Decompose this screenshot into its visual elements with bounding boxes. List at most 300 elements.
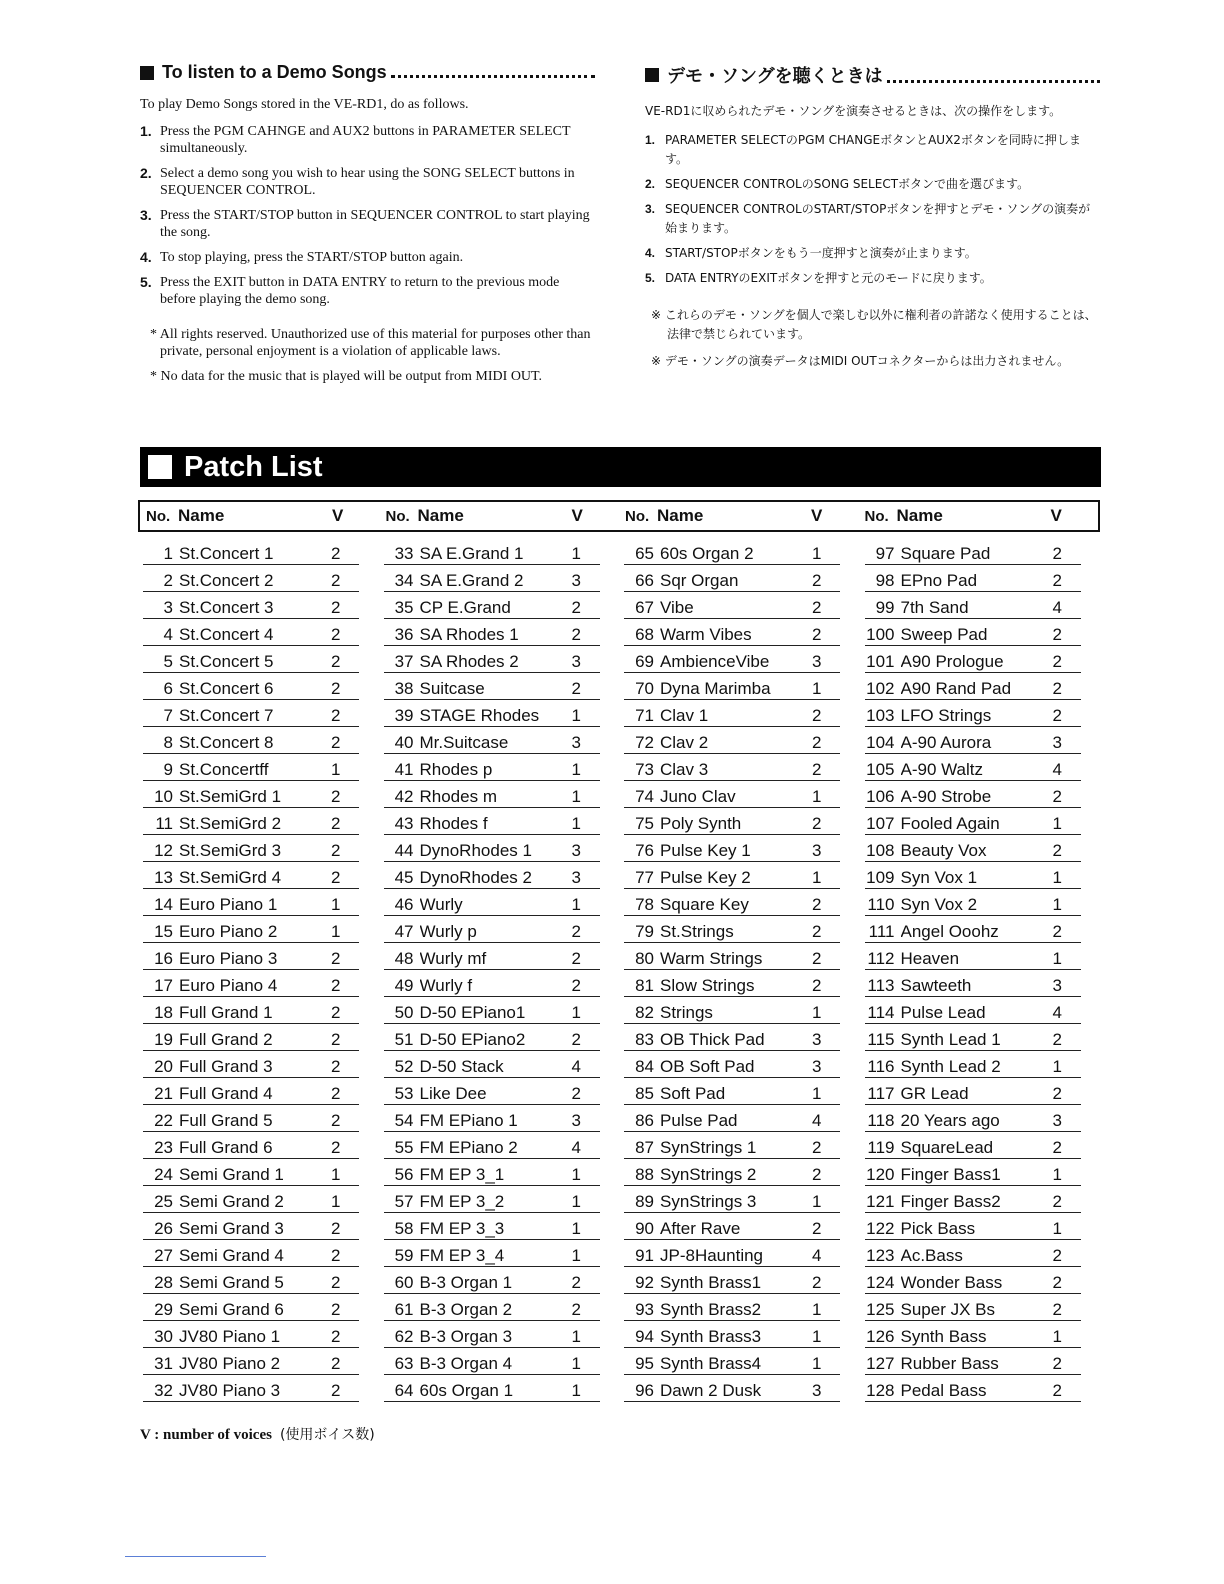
patch-row <box>865 1215 1101 1242</box>
patch-name: St.Concert 3 <box>179 598 274 617</box>
patch-voices: 3 <box>1052 1111 1062 1130</box>
patch-voices: 2 <box>571 625 581 644</box>
patch-row <box>384 918 620 945</box>
patch-number: 46 <box>394 895 414 914</box>
patch-voices: 3 <box>571 1111 581 1130</box>
patch-list-banner <box>140 447 1101 487</box>
patch-number: 67 <box>635 598 654 617</box>
patch-name: St.Concert 5 <box>179 652 274 671</box>
patch-number: 11 <box>155 814 173 833</box>
banner-square-icon <box>148 455 172 479</box>
patch-name: Juno Clav <box>660 787 736 806</box>
patch-number: 96 <box>635 1381 654 1400</box>
patch-voices: 1 <box>571 1327 581 1346</box>
patch-row <box>384 1107 620 1134</box>
patch-name: Square Key <box>660 895 749 914</box>
patch-row <box>865 540 1101 567</box>
patch-voices: 1 <box>1052 1165 1062 1184</box>
patch-voices: 2 <box>331 598 341 617</box>
patch-column <box>619 540 860 1404</box>
patch-row <box>143 648 379 675</box>
patch-voices: 1 <box>331 922 341 941</box>
patch-row <box>865 1134 1101 1161</box>
patch-voices: 2 <box>331 1111 341 1130</box>
patch-row <box>865 1350 1101 1377</box>
patch-voices: 2 <box>571 976 581 995</box>
patch-number: 74 <box>635 787 654 806</box>
patch-row <box>865 756 1101 783</box>
patch-number: 87 <box>635 1138 654 1157</box>
patch-voices: 1 <box>571 1192 581 1211</box>
patch-name: A-90 Aurora <box>900 733 992 752</box>
patch-name: Clav 3 <box>660 760 709 779</box>
patch-number: 100 <box>866 625 895 644</box>
patch-row <box>143 1377 379 1404</box>
patch-voices: 2 <box>331 1381 341 1400</box>
patch-row <box>624 1377 860 1404</box>
patch-voices: 2 <box>812 1165 822 1184</box>
patch-name: FM EP 3_2 <box>419 1192 505 1211</box>
step-item: 4. To stop playing, press the START/STOP button again. <box>140 249 464 265</box>
header-no: No. <box>625 507 650 525</box>
patch-name: Semi Grand 6 <box>179 1300 284 1319</box>
patch-row <box>865 999 1101 1026</box>
patch-name: Angel Ooohz <box>900 922 999 941</box>
patch-voices: 3 <box>812 652 822 671</box>
patch-row <box>624 837 860 864</box>
patch-number: 54 <box>394 1111 414 1130</box>
patch-row <box>384 1080 620 1107</box>
patch-voices: 2 <box>331 868 341 887</box>
patch-number: 31 <box>154 1354 173 1373</box>
patch-row <box>143 1323 379 1350</box>
patch-voices: 2 <box>571 922 581 941</box>
patch-row <box>384 783 620 810</box>
patch-name: Synth Lead 1 <box>900 1030 1001 1049</box>
patch-name: Syn Vox 1 <box>900 868 978 887</box>
patch-number: 111 <box>868 922 895 941</box>
patch-row <box>624 1053 860 1080</box>
header-v: V <box>332 506 344 525</box>
patch-number: 105 <box>866 760 895 779</box>
patch-row <box>384 567 620 594</box>
header-name: Name <box>657 506 704 525</box>
patch-name: Sawteeth <box>900 976 972 995</box>
patch-name: Strings <box>660 1003 713 1022</box>
patch-voices: 2 <box>1052 922 1062 941</box>
patch-row <box>624 756 860 783</box>
patch-row <box>865 702 1101 729</box>
demo-intro-jp: VE-RD1に収められたデモ・ソングを演奏させるときは、次の操作をします。 <box>645 104 1062 118</box>
patch-name: Rhodes f <box>419 814 488 833</box>
patch-row <box>143 918 379 945</box>
patch-name: St.Concert 8 <box>179 733 274 752</box>
patch-name: Super JX Bs <box>900 1300 995 1319</box>
patch-row <box>384 1161 620 1188</box>
patch-row <box>384 1242 620 1269</box>
patch-name: Mr.Suitcase <box>419 733 509 752</box>
step-item: 1. PARAMETER SELECTのPGM CHANGEボタンとAUX2ボタンを同時に押します。 <box>645 133 1081 166</box>
demo-heading-en: To listen to a Demo Songs <box>140 62 595 83</box>
patch-voices: 4 <box>1052 760 1062 779</box>
header-no: No. <box>146 507 171 525</box>
patch-name: Warm Strings <box>660 949 763 968</box>
demo-notes-jp <box>645 306 1100 371</box>
patch-voices: 3 <box>812 841 822 860</box>
patch-name: D-50 EPiano2 <box>419 1030 526 1049</box>
patch-voices: 2 <box>1052 1300 1062 1319</box>
patch-voices: 2 <box>1052 1273 1062 1292</box>
patch-number: 63 <box>394 1354 414 1373</box>
patch-voices: 1 <box>1052 1327 1062 1346</box>
patch-name: FM EPiano 1 <box>419 1111 518 1130</box>
patch-number: 112 <box>867 949 895 968</box>
patch-name: Vibe <box>660 598 694 617</box>
patch-row <box>384 756 620 783</box>
patch-row <box>624 1296 860 1323</box>
patch-row <box>143 864 379 891</box>
patch-voices: 2 <box>331 706 341 725</box>
patch-voices: 2 <box>331 679 341 698</box>
patch-number: 22 <box>154 1111 173 1130</box>
patch-name: SA Rhodes 1 <box>419 625 519 644</box>
patch-voices: 2 <box>331 814 341 833</box>
patch-row <box>384 1350 620 1377</box>
patch-number: 5 <box>163 652 173 671</box>
patch-number: 55 <box>394 1138 414 1157</box>
heading-square-icon <box>645 68 659 82</box>
patch-number: 89 <box>635 1192 654 1211</box>
patch-name: SA E.Grand 1 <box>419 544 524 563</box>
patch-row <box>384 648 620 675</box>
patch-row <box>143 837 379 864</box>
patch-number: 48 <box>394 949 414 968</box>
patch-number: 123 <box>866 1246 895 1265</box>
note-text: ※ これらのデモ・ソングを個人で楽しむ以外に権利者の許諾なく使用することは、法律で禁じられています。 <box>651 308 1097 341</box>
patch-row <box>143 945 379 972</box>
patch-number: 127 <box>866 1354 895 1373</box>
patch-name: B-3 Organ 1 <box>419 1273 513 1292</box>
step-item: 5. Press the EXIT button in DATA ENTRY to return to the previous mode before playing the demo song. <box>140 274 560 307</box>
patch-name: Fooled Again <box>900 814 1000 833</box>
patch-voices: 2 <box>571 598 581 617</box>
patch-voices: 2 <box>331 652 341 671</box>
patch-name: OB Thick Pad <box>660 1030 765 1049</box>
patch-voices: 4 <box>1052 1003 1062 1022</box>
patch-name: B-3 Organ 3 <box>419 1327 513 1346</box>
patch-name: CP E.Grand <box>419 598 511 617</box>
patch-name: Soft Pad <box>660 1084 726 1103</box>
patch-row <box>384 1296 620 1323</box>
patch-name: Synth Bass <box>900 1327 987 1346</box>
patch-voices: 3 <box>571 868 581 887</box>
patch-number: 57 <box>394 1192 414 1211</box>
patch-row <box>143 1134 379 1161</box>
header-v: V <box>811 506 823 525</box>
patch-number: 8 <box>163 733 173 752</box>
patch-voices: 1 <box>812 787 822 806</box>
patch-voices: 4 <box>812 1246 822 1265</box>
patch-name: Wonder Bass <box>900 1273 1003 1292</box>
patch-name: B-3 Organ 4 <box>419 1354 513 1373</box>
patch-row <box>865 783 1101 810</box>
patch-number: 78 <box>635 895 654 914</box>
patch-row <box>865 567 1101 594</box>
patch-voices: 2 <box>1052 841 1062 860</box>
patch-number: 41 <box>394 760 414 779</box>
patch-voices: 2 <box>1052 1192 1062 1211</box>
patch-voices: 2 <box>1052 706 1062 725</box>
patch-voices: 2 <box>1052 625 1062 644</box>
patch-row <box>865 891 1101 918</box>
patch-voices: 2 <box>571 1300 581 1319</box>
patch-row <box>624 675 860 702</box>
demo-steps-jp <box>645 131 1100 288</box>
patch-voices: 3 <box>571 652 581 671</box>
patch-name: STAGE Rhodes <box>419 706 540 725</box>
patch-number: 119 <box>867 1138 895 1157</box>
patch-number: 76 <box>635 841 654 860</box>
patch-voices: 2 <box>1052 1138 1062 1157</box>
patch-voices: 2 <box>812 571 822 590</box>
patch-name: OB Soft Pad <box>660 1057 755 1076</box>
patch-number: 25 <box>154 1192 173 1211</box>
patch-number: 4 <box>163 625 173 644</box>
voices-footnote: V : number of voices (使用ボイス数) <box>140 1427 375 1443</box>
patch-number: 52 <box>394 1057 414 1076</box>
patch-voices: 1 <box>571 1381 581 1400</box>
patch-voices: 1 <box>1052 949 1062 968</box>
patch-row <box>865 810 1101 837</box>
header-name: Name <box>417 506 464 525</box>
patch-name: Pulse Key 2 <box>660 868 751 887</box>
patch-voices: 2 <box>331 1084 341 1103</box>
patch-voices: 1 <box>571 814 581 833</box>
patch-voices: 1 <box>1052 868 1062 887</box>
demo-section-en <box>140 62 595 393</box>
patch-row <box>624 1350 860 1377</box>
header-no: No. <box>864 507 889 525</box>
patch-number: 60 <box>394 1273 414 1292</box>
patch-row <box>384 945 620 972</box>
patch-name: Sqr Organ <box>660 571 739 590</box>
patch-row <box>143 1026 379 1053</box>
patch-number: 82 <box>635 1003 654 1022</box>
patch-name: 7th Sand <box>900 598 969 617</box>
patch-number: 83 <box>635 1030 654 1049</box>
patch-voices: 3 <box>812 1030 822 1049</box>
patch-row <box>384 540 620 567</box>
patch-number: 75 <box>635 814 654 833</box>
patch-voices: 2 <box>331 1246 341 1265</box>
patch-number: 80 <box>635 949 654 968</box>
patch-number: 90 <box>635 1219 654 1238</box>
patch-row <box>143 621 379 648</box>
demo-steps-en <box>140 123 595 308</box>
patch-number: 29 <box>154 1300 173 1319</box>
patch-number: 65 <box>635 544 654 563</box>
patch-number: 13 <box>154 868 173 887</box>
patch-name: Syn Vox 2 <box>900 895 978 914</box>
patch-name: DynoRhodes 2 <box>419 868 532 887</box>
patch-voices: 2 <box>1052 544 1062 563</box>
patch-row <box>624 972 860 999</box>
patch-number: 70 <box>635 679 654 698</box>
patch-row <box>865 972 1101 999</box>
patch-number: 6 <box>163 679 173 698</box>
patch-number: 37 <box>394 652 414 671</box>
patch-row <box>865 621 1101 648</box>
patch-name: Rubber Bass <box>900 1354 999 1373</box>
patch-row <box>143 810 379 837</box>
patch-row <box>624 783 860 810</box>
patch-name: Synth Brass2 <box>660 1300 762 1319</box>
patch-voices: 2 <box>812 1273 822 1292</box>
patch-voices: 1 <box>812 1300 822 1319</box>
patch-name: GR Lead <box>900 1084 969 1103</box>
patch-name: Euro Piano 1 <box>179 895 278 914</box>
patch-voices: 1 <box>812 1354 822 1373</box>
patch-row <box>865 1161 1101 1188</box>
patch-row <box>143 702 379 729</box>
patch-number: 99 <box>875 598 895 617</box>
patch-row <box>384 972 620 999</box>
patch-voices: 1 <box>812 544 822 563</box>
patch-voices: 2 <box>331 976 341 995</box>
patch-number: 106 <box>866 787 895 806</box>
patch-number: 49 <box>394 976 414 995</box>
patch-number: 39 <box>394 706 414 725</box>
patch-voices: 1 <box>571 544 581 563</box>
demo-notes-en <box>140 326 595 385</box>
patch-number: 16 <box>154 949 173 968</box>
patch-row <box>384 675 620 702</box>
patch-name: SA E.Grand 2 <box>419 571 524 590</box>
patch-voices: 4 <box>571 1138 581 1157</box>
patch-number: 66 <box>635 571 654 590</box>
patch-row <box>143 1269 379 1296</box>
patch-name: St.Concert 6 <box>179 679 274 698</box>
patch-row <box>384 864 620 891</box>
patch-row <box>384 1215 620 1242</box>
patch-number: 47 <box>394 922 414 941</box>
patch-voices: 1 <box>1052 814 1062 833</box>
patch-voices: 1 <box>812 868 822 887</box>
patch-number: 97 <box>875 544 895 563</box>
patch-voices: 2 <box>1052 679 1062 698</box>
patch-number: 33 <box>394 544 414 563</box>
patch-number: 109 <box>866 868 895 887</box>
patch-number: 38 <box>394 679 414 698</box>
patch-row <box>143 1215 379 1242</box>
step-item: 1. Press the PGM CAHNGE and AUX2 buttons in PARAMETER SELECT simultaneously. <box>140 123 571 156</box>
step-item: 2. Select a demo song you wish to hear using the SONG SELECT buttons in SEQUENCER CONTROL. <box>140 165 575 198</box>
patch-number: 45 <box>394 868 414 887</box>
patch-row <box>384 999 620 1026</box>
patch-voices: 2 <box>331 1219 341 1238</box>
heading-square-icon <box>140 66 154 80</box>
patch-row <box>865 1269 1101 1296</box>
patch-voices: 4 <box>571 1057 581 1076</box>
patch-voices: 2 <box>331 1138 341 1157</box>
patch-name: Synth Brass1 <box>660 1273 762 1292</box>
patch-number: 84 <box>635 1057 654 1076</box>
patch-name: St.Concertff <box>179 760 269 779</box>
patch-row <box>143 567 379 594</box>
patch-row <box>143 1350 379 1377</box>
patch-name: 60s Organ 2 <box>660 544 754 563</box>
patch-number: 58 <box>394 1219 414 1238</box>
patch-column <box>379 540 620 1404</box>
patch-row <box>143 1188 379 1215</box>
patch-voices: 2 <box>812 814 822 833</box>
patch-row <box>384 729 620 756</box>
patch-number: 121 <box>866 1192 895 1211</box>
patch-voices: 2 <box>1052 652 1062 671</box>
patch-number: 126 <box>866 1327 895 1346</box>
patch-name: St.Concert 4 <box>179 625 274 644</box>
patch-row <box>143 1053 379 1080</box>
patch-voices: 2 <box>331 1030 341 1049</box>
patch-number: 35 <box>394 598 414 617</box>
patch-voices: 2 <box>1052 1246 1062 1265</box>
header-name: Name <box>896 506 943 525</box>
patch-row <box>384 1134 620 1161</box>
patch-row <box>865 1242 1101 1269</box>
patch-number: 18 <box>154 1003 173 1022</box>
patch-number: 86 <box>635 1111 654 1130</box>
patch-number: 68 <box>635 625 654 644</box>
patch-row <box>865 918 1101 945</box>
patch-name: JV80 Piano 3 <box>179 1381 281 1400</box>
patch-voices: 2 <box>812 1138 822 1157</box>
patch-name: FM EP 3_4 <box>419 1246 505 1265</box>
patch-row <box>143 594 379 621</box>
patch-name: 20 Years ago <box>900 1111 1000 1130</box>
patch-number: 53 <box>394 1084 414 1103</box>
patch-name: St.Concert 1 <box>179 544 274 563</box>
patch-number: 7 <box>163 706 173 725</box>
patch-number: 98 <box>875 571 895 590</box>
patch-row <box>624 567 860 594</box>
patch-voices: 2 <box>331 787 341 806</box>
patch-name: Slow Strings <box>660 976 755 995</box>
patch-name: Full Grand 4 <box>179 1084 273 1103</box>
patch-number: 15 <box>154 922 173 941</box>
step-item: 2. SEQUENCER CONTROLのSONG SELECTボタンで曲を選びます。 <box>645 177 1030 191</box>
patch-name: Full Grand 5 <box>179 1111 273 1130</box>
patch-name: Like Dee <box>419 1084 487 1103</box>
patch-row <box>384 1323 620 1350</box>
patch-number: 72 <box>635 733 654 752</box>
patch-number: 95 <box>635 1354 654 1373</box>
patch-column <box>860 540 1101 1404</box>
patch-name: Synth Lead 2 <box>900 1057 1001 1076</box>
patch-voices: 1 <box>571 787 581 806</box>
patch-name: Semi Grand 1 <box>179 1165 284 1184</box>
patch-name: A-90 Waltz <box>900 760 984 779</box>
patch-name: Pulse Pad <box>660 1111 738 1130</box>
patch-name: Heaven <box>900 949 960 968</box>
patch-name: Semi Grand 3 <box>179 1219 284 1238</box>
patch-name: A-90 Strobe <box>900 787 992 806</box>
patch-name: JV80 Piano 2 <box>179 1354 281 1373</box>
patch-number: 21 <box>154 1084 173 1103</box>
patch-name: St.SemiGrd 2 <box>179 814 282 833</box>
patch-number: 85 <box>635 1084 654 1103</box>
patch-number: 71 <box>635 706 654 725</box>
patch-row <box>384 1026 620 1053</box>
